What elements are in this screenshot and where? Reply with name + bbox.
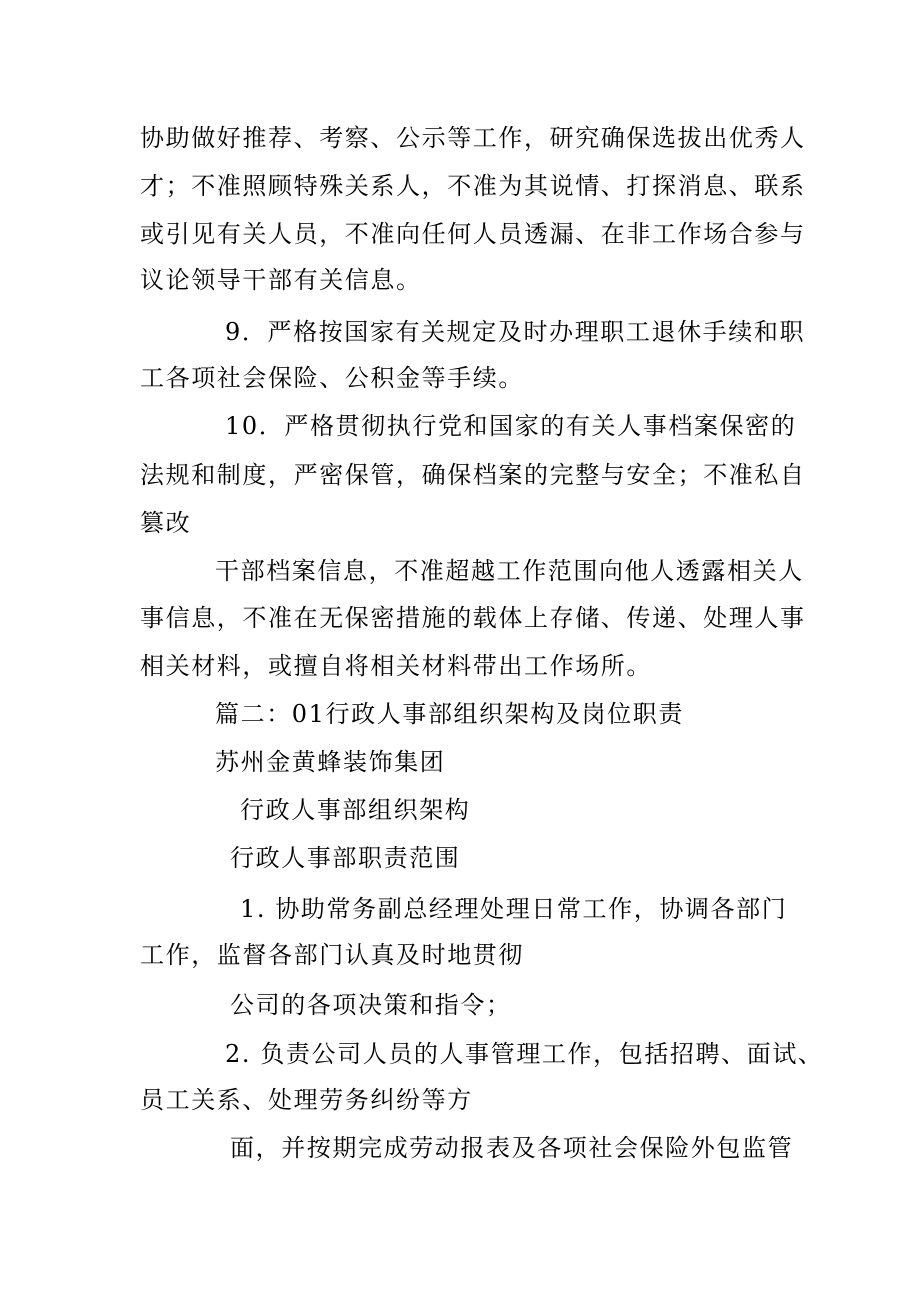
text-line-19: 公司的各项决策和指令； (230, 991, 512, 1019)
org-structure-title: 行政人事部组织架构 (240, 796, 471, 824)
text-line-18: 工作，监督各部门认真及时地贯彻 (140, 941, 524, 969)
text-line-20: 2. 负责公司人员的人事管理工作，包括招聘、面试、 (225, 1040, 824, 1068)
text-line-17: 1. 协助常务副总经理处理日常工作，协调各部门 (240, 895, 788, 923)
text-line-3: 或引见有关人员，不准向任何人员透漏、在非工作场合参与 (140, 220, 806, 248)
text-line-7: 10．严格贯彻执行党和国家的有关人事档案保密的 (225, 412, 797, 440)
text-line-12: 相关材料，或擅自将相关材料带出工作场所。 (140, 652, 652, 680)
text-line-1: 协助做好推荐、考察、公示等工作，研究确保选拔出优秀人 (140, 124, 806, 152)
text-line-8: 法规和制度，严密保管，确保档案的完整与安全；不准私自 (140, 461, 806, 489)
text-line-9: 篡改 (140, 509, 192, 537)
text-line-4: 议论领导干部有关信息。 (140, 266, 422, 294)
text-line-11: 事信息，不准在无保密措施的载体上存储、传递、处理人事 (140, 604, 806, 632)
text-line-21: 员工关系、处理劳务纠纷等方 (140, 1086, 473, 1114)
company-name: 苏州金黄蜂装饰集团 (215, 748, 446, 776)
section-heading: 篇二：01行政人事部组织架构及岗位职责 (215, 700, 684, 728)
text-line-6: 工各项社会保险、公积金等手续。 (140, 364, 524, 392)
text-line-10: 干部档案信息，不准超越工作范围向他人透露相关人 (215, 557, 804, 585)
text-line-22: 面，并按期完成劳动报表及各项社会保险外包监管 (230, 1134, 794, 1162)
text-line-2: 才；不准照顾特殊关系人，不准为其说情、打探消息、联系 (140, 172, 806, 200)
text-line-5: 9．严格按国家有关规定及时办理职工退休手续和职 (225, 318, 806, 346)
responsibility-title: 行政人事部职责范围 (230, 844, 461, 872)
